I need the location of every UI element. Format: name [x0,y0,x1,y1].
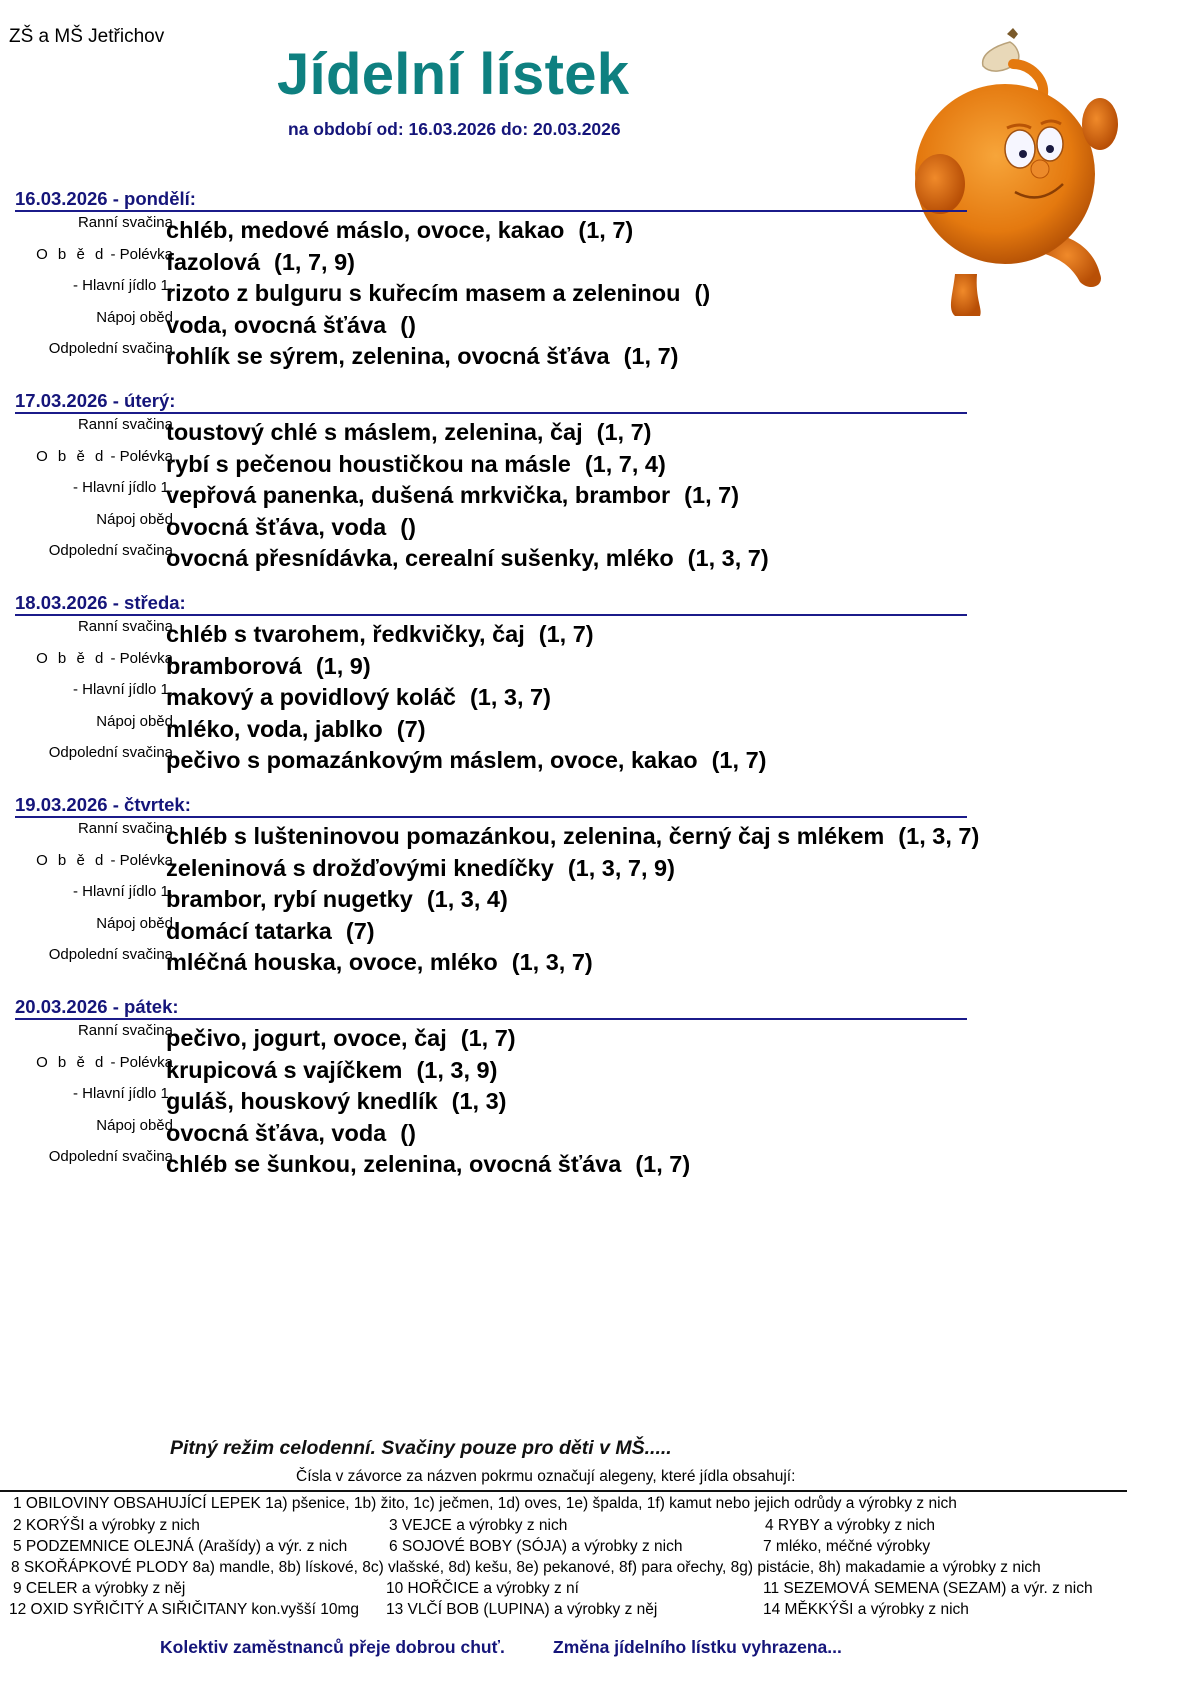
allergen-codes: (1, 7) [684,482,740,509]
day-heading: 16.03.2026 - pondělí: [15,188,196,209]
meal-food: toustový chlé s máslem, zelenina, čaj (1, 7) [166,419,652,445]
day-section [15,389,975,572]
allergen-item: 12 OXID SYŘIČITÝ A SIŘIČITANY kon.vyšší 10mg [9,1601,360,1618]
meal-food: brambor, rybí nugetky (1, 3, 4) [166,886,508,913]
allergen-codes: (1, 7) [578,217,634,243]
allergen-codes: (1, 3, 7) [469,684,551,711]
meal-row-drink [15,307,975,339]
allergen-codes: () [400,1119,416,1146]
allergen-codes: (1, 7) [623,343,679,370]
meal-label: Nápoj oběd [96,1116,173,1134]
day-heading: 17.03.2026 - úterý: [15,390,176,411]
meal-label: Ranní svačina [77,214,173,231]
meal-food: pečivo s pomazánkovým máslem, ovoce, kakao (1, 7) [166,747,767,774]
meal-row-main [15,1083,975,1115]
allergen-item: 9 CELER a výrobky z něj [13,1580,186,1597]
meal-row-snack [15,742,975,774]
day-section [15,995,975,1178]
allergen-codes: (1, 3, 7) [511,949,593,976]
meal-label: Nápoj oběd [96,914,173,932]
meal-food: ovocná šťáva, voda () [166,1119,416,1146]
meal-food: rohlík se sýrem, zelenina, ovocná šťáva (1, 7) [166,343,679,370]
meal-food: bramborová (1, 9) [166,652,371,679]
allergen-item: 8 SKOŘÁPKOVÉ PLODY 8a) mandle, 8b) lískové, 8c) vlašské, 8d) kešu, 8e) pekanové, 8f) para ořechy, 8g) pistácie, 8h) makadamie a výrobky z nich [11,1559,1041,1576]
meal-food: chléb, medové máslo, ovoce, kakao (1, 7) [166,217,634,243]
legend-divider [0,1490,1127,1492]
meal-row-soup [15,850,975,882]
day-heading: 19.03.2026 - čtvrtek: [15,794,191,815]
allergen-codes: (1, 7, 4) [584,450,666,477]
meal-label: Odpolední svačina [48,1148,173,1166]
allergen-item: 5 PODZEMNICE OLEJNÁ (Arašídy) a výr. z nich [13,1538,348,1555]
meal-row-breakfast [15,212,975,244]
allergen-codes: (1, 7) [538,621,594,647]
day-section [15,187,975,370]
meal-food: ovocná šťáva, voda () [166,513,416,540]
allergen-codes: (1, 7) [635,1151,691,1178]
school-name: ZŠ a MŠ Jetřichov [9,26,165,47]
allergen-codes: (1, 3, 7, 9) [567,854,675,881]
allergen-codes: (1, 7) [711,747,767,774]
meal-food: chléb se šunkou, zelenina, ovocná šťáva (1, 7) [166,1151,691,1178]
allergen-codes: (1, 3, 4) [426,886,508,913]
allergen-codes: (1, 7) [460,1025,516,1051]
allergen-codes: (7) [345,917,375,944]
meal-label: Odpolední svačina [48,340,173,358]
meal-food: makový a povidlový koláč (1, 3, 7) [166,684,551,711]
allergen-codes: () [400,513,416,540]
allergen-item: 2 KORÝŠI a výrobky z nich [13,1517,200,1534]
meal-row-snack [15,540,975,572]
meal-label: O b ě d - Polévka [36,245,173,263]
meal-row-main [15,477,975,509]
change-disclaimer: Změna jídelního lístku vyhrazena... [553,1637,842,1657]
meal-row-snack [15,1146,975,1178]
meal-food: voda, ovocná šťáva () [166,311,416,338]
meal-label: O b ě d - Polévka [36,649,173,667]
allergen-codes: (1, 3, 9) [416,1056,498,1083]
meal-row-main [15,881,975,913]
allergen-codes: (1, 7) [596,419,652,445]
meal-food: zeleninová s drožďovými knedíčky (1, 3, 7, 9) [166,854,675,881]
meal-label: O b ě d - Polévka [36,447,173,465]
meal-label: Ranní svačina [77,1022,173,1039]
meal-food: rybí s pečenou houstičkou na másle (1, 7, 4) [166,450,666,477]
meal-food: guláš, houskový knedlík (1, 3) [166,1088,507,1115]
meal-row-snack [15,338,975,370]
meal-food: rizoto z bulguru s kuřecím masem a zeleninou () [166,280,711,307]
meal-row-soup [15,1052,975,1084]
allergen-item: 13 VLČÍ BOB (LUPINA) a výrobky z něj [386,1601,658,1618]
day-heading: 20.03.2026 - pátek: [15,996,179,1017]
meal-row-breakfast [15,818,980,850]
meal-food: pečivo, jogurt, ovoce, čaj (1, 7) [166,1025,516,1051]
allergen-item: 11 SEZEMOVÁ SEMENA (SEZAM) a výr. z nich [763,1580,1093,1597]
meal-row-soup [15,244,975,276]
allergen-codes: (1, 7, 9) [274,248,356,275]
allergen-item: 3 VEJCE a výrobky z nich [389,1517,568,1534]
meal-label: Odpolední svačina [48,542,173,560]
meal-label: Ranní svačina [77,416,173,433]
meal-label: Ranní svačina [77,820,173,837]
drinking-note: Pitný režim celodenní. Svačiny pouze pro děti v MŠ..... [170,1437,672,1459]
meal-label: Odpolední svačina [48,946,173,964]
meal-label: O b ě d - Polévka [36,851,173,869]
allergen-item: 1 OBILOVINY OBSAHUJÍCÍ LEPEK 1a) pšenice, 1b) žito, 1c) ječmen, 1d) oves, 1e) špalda, 1f) kamut nebo jejich odrůdy a výrobky z nich [13,1495,957,1512]
allergen-item: 10 HOŘČICE a výrobky z ní [386,1580,579,1597]
meal-label: Nápoj oběd [96,712,173,730]
allergen-item: 7 mléko, méčné výrobky [763,1538,931,1555]
meal-row-snack [15,944,975,976]
meal-food: vepřová panenka, dušená mrkvička, brambor (1, 7) [166,482,740,509]
meal-label: - Hlavní jídlo 1. [72,883,173,901]
allergen-legend-heading: Čísla v závorce za názven pokrmu označují alegeny, které jídla obsahují: [296,1468,796,1485]
allergen-item: 4 RYBY a výrobky z nich [765,1517,936,1534]
meal-row-breakfast [15,414,975,446]
meal-label: Ranní svačina [77,618,173,635]
meal-label: - Hlavní jídlo 1. [72,1085,173,1103]
meal-row-main [15,275,975,307]
meal-food: chléb s tvarohem, ředkvičky, čaj (1, 7) [166,621,594,647]
allergen-item: 14 MĚKKÝŠI a výrobky z nich [763,1601,969,1618]
allergen-codes: (1, 3, 7) [898,823,980,849]
meal-row-soup [15,648,975,680]
meal-row-drink [15,913,975,945]
allergen-item: 6 SOJOVÉ BOBY (SÓJA) a výrobky z nich [389,1538,683,1555]
meal-food: mléko, voda, jablko (7) [166,715,426,742]
menu-period: na období od: 16.03.2026 do: 20.03.2026 [288,119,621,139]
meal-label: Nápoj oběd [96,308,173,326]
meal-label: - Hlavní jídlo 1. [72,479,173,497]
meal-food: chléb s lušteninovou pomazánkou, zelenina, černý čaj s mlékem (1, 3, 7) [166,823,980,849]
day-section [15,591,975,774]
day-heading: 18.03.2026 - středa: [15,592,186,613]
meal-food: domácí tatarka (7) [166,917,375,944]
meal-row-soup [15,446,975,478]
meal-row-breakfast [15,1020,975,1052]
allergen-codes: () [400,311,416,338]
allergen-codes: (7) [396,715,426,742]
allergen-codes: (1, 3, 7) [687,545,769,572]
meal-row-drink [15,509,975,541]
meal-food: ovocná přesnídávka, cerealní sušenky, mléko (1, 3, 7) [166,545,769,572]
staff-wish: Kolektiv zaměstnanců přeje dobrou chuť. [160,1637,505,1657]
meal-label: - Hlavní jídlo 1. [72,681,173,699]
meal-row-drink [15,711,975,743]
meal-food: krupicová s vajíčkem (1, 3, 9) [166,1056,498,1083]
allergen-codes: () [694,280,711,307]
allergen-codes: (1, 3) [451,1088,507,1115]
meal-row-main [15,679,975,711]
page-title: Jídelní lístek [277,42,630,107]
meal-label: Nápoj oběd [96,510,173,528]
meal-food: mléčná houska, ovoce, mléko (1, 3, 7) [166,949,593,976]
meal-label: - Hlavní jídlo 1. [72,277,173,295]
allergen-codes: (1, 9) [315,652,371,679]
meal-row-breakfast [15,616,975,648]
day-section [15,793,980,976]
meal-label: O b ě d - Polévka [36,1053,173,1071]
meal-row-drink [15,1115,975,1147]
meal-food: fazolová (1, 7, 9) [166,248,356,275]
meal-label: Odpolední svačina [48,744,173,762]
